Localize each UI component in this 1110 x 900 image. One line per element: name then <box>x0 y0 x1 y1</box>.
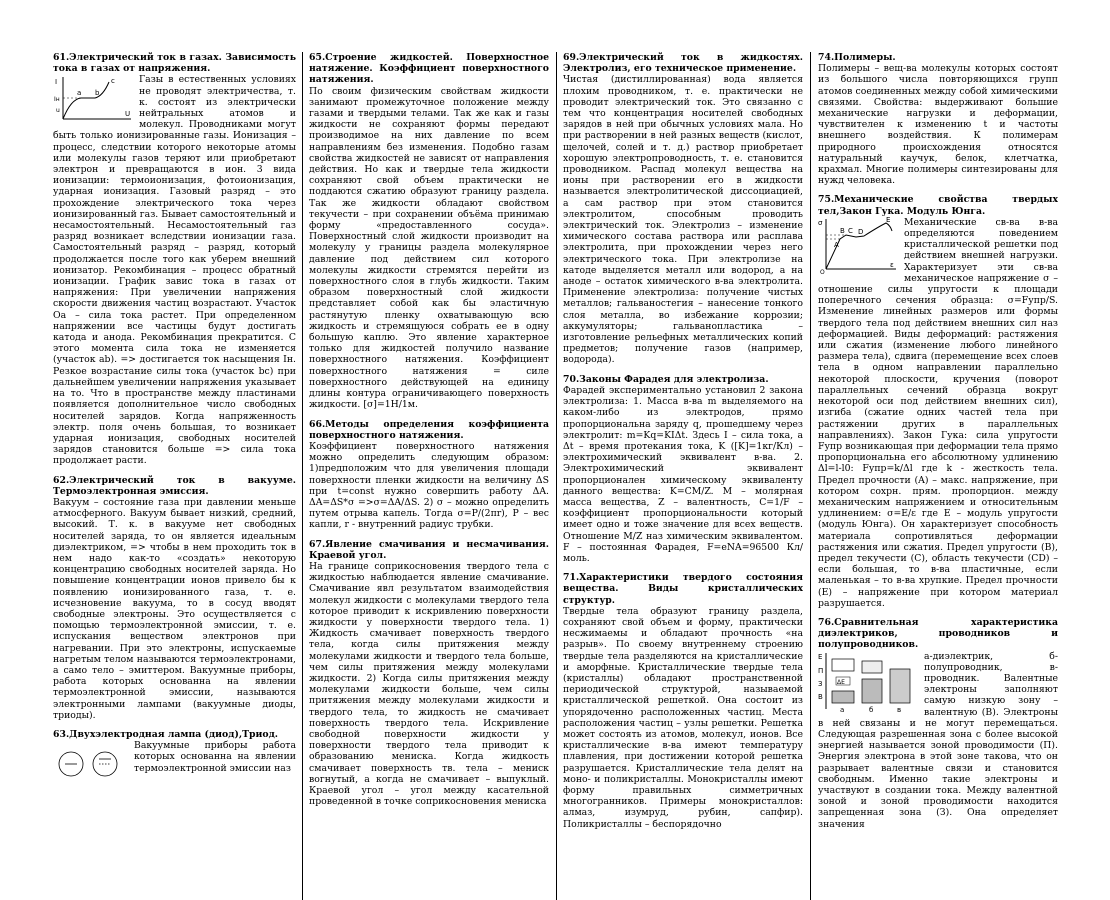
label-E: E <box>886 216 891 224</box>
column-divider <box>302 52 303 900</box>
section-70 <box>563 374 803 564</box>
label-D: D <box>858 227 864 236</box>
section-67-text: На границе соприкосновения твердого тела с жидкостью наблюдается явление смачивание. Смачивание явл результатом взаимодействия молекул жидкости с молекулами твердого тела которое приводит к искривлению поверхности жидкости у поверхности твердого тела. 1) Жидкость смачивает поверхность твердого тела, когда силы притяжения между молекулами жидкости и твердого тела больше, чем силы притяжения между молекулами жидкости. 2) Когда силы притяжения между молекулами жидкости больше, чем силы притяжения между молекулами жидкости и твердого тела, то жидкость не смачивает поверхность твердого тела. Искривление свободной поверхности жидкости у поверхности твердого тела приводит к образованию мениска. Когда жидкость смачивает поверхность тв. тела – мениск вогнутый, а когда не смачивает – выпуклый. Краевой угол – угол между касательной проведенной в точке соприкосновения мениска <box>309 560 549 808</box>
band-a-conduction <box>832 659 854 671</box>
iv-curve <box>63 82 109 119</box>
stress-strain-graph <box>818 217 898 275</box>
section-61-text: Газы в естественных условиях не проводят электричества, т. к. состоят из электрически нейтральных атомов и молекул. Проводниками могут быть только ионизированные газы. Ионизация – процесс, следствии которого некоторые атомы или молекулы газов теряют или приобретают электрон и превращаются в ион. 3 вида ионизации: термоионизация, фотоионизация, ударная ионизация. Газовый разряд – это прохождение электрического тока через ионизированный газ. Бывает самостоятельный и несамостоятельный. Несамостоятельный газ разряд возникает вследствии ионизации газа. Самостоятельный разряд – разряд, который продолжается после того как уберем внешний ионизатор. Рекомбинация – процесс обратный ионизации. График завис тока в газах от напряжения: При увеличении напряжения скорости движения частиц возрастают. Участок Оа – сила тока растет. При определенном напряжении все частицы будут достигать катода и анода. Рекомбинация прекратится. С этого момента сила тока не изменяется (участок аb). => достигается ток насыщения Iн. Резкое возрастание силы тока (участок bc) при дальнейшем увеличении напряжения указывает на то. Что в пространстве между пластинами появляется дополнительное число свободных носителей зарядов. Когда напряженность электр. поля очень большая, то возникает ударная ионизация, свободных носителей зарядов становится больше => сила тока продолжает расти. <box>53 74 296 467</box>
diode-triode-diagram <box>53 742 128 782</box>
label-B: B <box>840 226 845 235</box>
section-62-title: 62.Электрический ток в вакууме. Термоэлектронная эмиссия. <box>53 474 296 497</box>
column-1 <box>53 52 296 900</box>
section-75-text: Механические св-ва в-ва определяются поведением кристаллической решетки под действием внешней нагрузки. Характеризует эти св-ва механическое напряжение σ – отношение силы упругости к площади поперечного сечения образца: σ=Fупр/S. Изменение линейных размеров или формы твердого тела под действием внешних сил наз деформацией. Виды деформаций: растяжения или сжатия (изменение любого линейного размера тела), сдвига (перемещение всех слоев тела в одном направлении параллельно некоторой плоскости, кручения (поворот параллельных сечений образца вокруг некоторой оси под действием внешних сил), изгиба (сжатие одних частей тела при растяжении других в параллельных направлениях). Закон Гука: сила упругости Fупр возникающая при деформации тела прямо пропорциональна его абсолютному удлинению Δl=l-l0: Fупр=k/Δl где k - жесткость тела. Предел прочности (A) – макс. напряжение, при котором сохрн. прям. пропорцион. между механическим напряжением и относительным удлинением: σ=E/ε где E – модуль упругости (модуль Юнга). Он характеризует способность материала сопротивляться деформации растяжения или сжатия. Предел упругости (B), предел текучести (C), область текучести (CD) – если большая, то в-ва пластичные, если маленькая – то в-ва хрупкие. Предел прочности (E) – напряжение при котором материал разрушается. <box>818 216 1058 609</box>
axis-label-U: U <box>125 110 131 119</box>
column-4 <box>818 52 1058 900</box>
label-a: а <box>840 705 845 713</box>
section-75-title: 75.Механические свойства твердых тел,Закон Гука. Модуль Юнга. <box>818 194 1058 217</box>
label-epsilon: ε <box>890 260 894 269</box>
label-A: A <box>834 240 839 249</box>
axis-label-I: I <box>55 78 58 87</box>
section-66-title: 66.Методы определения коэффициента поверхностного натяжения. <box>309 418 549 441</box>
section-70-text: Фарадей экспериментально установил 2 закона электролиза: 1. Масса в-ва m выделяемого на каком-либо из электродов, прямо пропорциональна заряду q, прошедшему через электролит: m=Kq=KIΔt. Здесь I – сила тока, а Δt – время протекания тока, K ([K]=1кг/Кл) – электрохимический эквивалент в-ва. 2. Электрохимический эквивалент пропорционален химическому эквиваленту данного вещества: K=CM/Z. M – молярная масса вещества, Z – валентность, C=1/F – коэффициент пропорциональности который имеет одно и тоже значение для всех веществ. Отношение M/Z наз химическим эквивалентом. F – постоянная Фарадея, F=eNA=96500 Кл/моль. <box>563 384 803 564</box>
section-69-text: Чистая (дистиллированная) вода является плохим проводником, т. е. практически не проводит электрический ток. Это связанно с тем что концентрация носителей свободных зарядов в ней при обычных условиях мала. Но при растворении в ней разных веществ (кислот, щелочей, солей и т. д.) раствор приобретает хорошую электропроводность, т. е. становится проводником. Распад молекул вещества на ионы при растворении его в жидкости называется электролитической диссоциацией, а сам раствор при этом становится электролитом, способным проводить электрический ток. Электролиз – изменение химического состава раствора или расплава электролита, при прохождении через него электрического тока. При электролизе на катоде выделяется металл или водород, а на аноде – остаток химического в-ва электролита. Применение электролиза: получение чистых металлов; гальваностегия – нанесение тонкого слоя металла, во избежание коррозии; аккумуляторы; гальванопластика – изготовление рельефных металлических копий предметов; получение газов (например, водорода). <box>563 74 803 366</box>
section-65-title: 65.Строение жидкостей. Поверхностное натяжение. Коэффициент поверхностного натяжения. <box>309 52 549 86</box>
section-75 <box>818 194 1058 609</box>
point-b: b <box>95 89 100 98</box>
section-74-text: Полимеры – вещ-ва молекулы которых состоят из большого числа повторяющихся групп атомов соединенных между собой химическими связями. Свойства: выдерживают большие механические нагрузки и деформации, чувствителен к изменению t и частоты внешнего воздействия. К полимерам природного происхождения относятся натуральный каучук, белок, клетчатка, крахмал. Многие полимеры синтезированы для нужд человека. <box>818 63 1058 187</box>
section-66-text: Коэффициент поверхностного натяжения можно определить следующим образом: 1)предположим что для увеличения площади поверхности пленки жидкости на величину ΔS при t=const нужно совершить работу ΔA. ΔA=ΔS*σ =>σ=ΔA/ΔS. 2) σ – можно определить путем отрыва капель. Тогда σ=P/(2πr), P – вес капли, r - внутренний радиус трубки. <box>309 440 549 531</box>
band-diagram <box>818 651 918 713</box>
column-divider <box>810 52 811 900</box>
point-c: c <box>111 77 115 86</box>
section-69-title: 69.Электрический ток в жидкостях. Электролиз, его техническое применение. <box>563 52 803 75</box>
section-71 <box>563 572 803 830</box>
section-76-title: 76.Сравнительная характеристика диэлектриков, проводников и полупроводников. <box>818 616 1058 651</box>
band-b-valence <box>862 679 882 703</box>
section-62-text: Вакуум – состояние газа при давлении меньше атмосферного. Вакуум бывает низкий, средний, высокий. Т. к. в вакууме нет свободных носителей заряда, то он является идеальным диэлектриком, => чтобы в нем проходить ток в нем надо как-то «создать» некоторую концентрацию свободных носителей заряда. Но повышение концентрации ионов привело бы к появлению ионизированного газа, т. е. исчезновение вакуума, то в сосуд вводят свободные электроны. Это осуществляется с помощью термоэлектронной эмиссии, т. е. испускания веществом электронов при нагревании. При это электроны, испускаемые нагретым телом называются термоэлектронами, а само тело – эмиттером. Вакуумные приборы, работа которых основанна на явлении термоэлектронной эмиссии, называются электронными лампами (вакуумные диоды, триоды). <box>53 496 296 721</box>
section-65 <box>309 52 549 411</box>
label-delta-e: ΔE <box>837 678 845 686</box>
section-70-title: 70.Законы Фарадея для электролиза. <box>563 373 769 385</box>
section-71-title: 71.Характеристики твердого состояния вещества. Виды кристаллических структур. <box>563 572 803 606</box>
current-voltage-graph <box>53 74 133 124</box>
column-divider <box>556 52 557 900</box>
label-valence: В <box>818 692 823 701</box>
section-66 <box>309 419 549 531</box>
section-74-title: 74.Полимеры. <box>818 52 896 63</box>
section-76-text: а-диэлектрик, б-полупроводник, в-проводник. Валентные электроны заполняют самую низкую зону – валентную (В). Электроны в ней связаны и не могут перемещаться. Следующая разрешенная зона с более высокой энергией называется зоной проводимости (П). Энергия электрона в этой зоне такова, что он разрывает валентные связи и становится свободным. Именно такие электроны и участвуют в создании тока. Между валентной зоной и зоной проводимости находится запрещенная зона (З). Она определяет значения <box>818 650 1058 830</box>
label-sigma: σ <box>818 218 823 227</box>
column-3 <box>563 52 803 900</box>
section-61 <box>53 52 296 467</box>
band-c-overlap <box>890 669 910 703</box>
label-b: б <box>869 705 874 713</box>
label-E: E <box>818 652 823 661</box>
point-a: a <box>77 89 82 98</box>
section-63-text: Вакуумные приборы работа которых основанна на явлении термоэлектронной эмиссии наз <box>134 740 296 774</box>
column-2 <box>309 52 549 900</box>
section-67-title: 67.Явление смачивания и несмачивания. Краевой угол. <box>309 538 549 561</box>
section-69 <box>563 52 803 366</box>
label-C: C <box>848 226 853 235</box>
band-b-conduction <box>862 661 882 673</box>
band-a-valence <box>832 691 854 703</box>
section-71-text: Твердые тела образуют границу раздела, сохраняют свой объем и форму, практически несжимаемы и обладают прочность «на разрыв». По своему внутреннему строению твердые тела разделяются на кристаллические и аморфные. Кристаллические твердые тела (кристаллы) обладают пространственной периодической структурой, называемой кристаллической решеткой. Она состоит из упорядоченно расположенных частиц. Места расположения частиц – узлы решетки. Решетка может состоять из атомов, молекул, ионов. Все кристаллические в-ва имеют температуру плавления, при достижении которой решетка разрушается. Кристаллические тела делят на моно- и поликристаллы. Монокристаллы имеют форму правильных симметричных многогранников. Примеры монокристаллов: алмаз, изумруд, рубин, сапфир). Поликристаллы – беспорядочно <box>563 605 803 830</box>
section-74 <box>818 52 1058 186</box>
section-61-title: 61.Электрический ток в газах. Зависимость тока в газах от напряжения. <box>53 52 296 75</box>
section-63 <box>53 729 296 774</box>
label-forbidden: З <box>818 679 823 688</box>
section-62 <box>53 475 296 721</box>
label-conduction: П <box>818 666 824 675</box>
section-76 <box>818 617 1058 830</box>
section-65-text: По своим физическим свойствам жидкости занимают промежуточное положение между газами и твердыми телами. Так же как и газы жидкости не сохраняют формы передают производимое на них давление по всем направлениям без изменения. Подобно газам свойства жидкостей не зависят от направления действия. Но как и твердые тела жидкости сохраняют свой объем практически не поддаются сжатию образуют границу раздела. Так же жидкости обладают свойством текучести – при сохранении объёма принимаю форму «предоставленного сосуда». Поверхностный слой жидкости производит на молекулу у границы раздела молекулярное давление под действием сил которого молекулы жидкости стремятся перейти из поверхностного слоя в глубь жидкости. Таким образом поверхностный слой жидкости представляет собой как бы эластичную растянутую пленку охватывающую всю жидкость и стремящуюся собрать ее в одну большую каплю. Это явление характерное только для жидкостей получило название поверхностного натяжения. Коэффициент поверхностного натяжения = силе поверхностного действующей на единицу длины контура ограничивающего поверхность жидкости. [σ]=1Н/1м. <box>309 85 549 411</box>
label-Is: Iн <box>54 96 60 104</box>
label-O: O <box>820 268 825 275</box>
section-63-title: 63.Двухэлектродная лампа (диод),Триод. <box>53 728 279 740</box>
label-v: в <box>897 705 902 713</box>
axis-label-u: u <box>56 107 60 115</box>
section-67 <box>309 539 549 808</box>
